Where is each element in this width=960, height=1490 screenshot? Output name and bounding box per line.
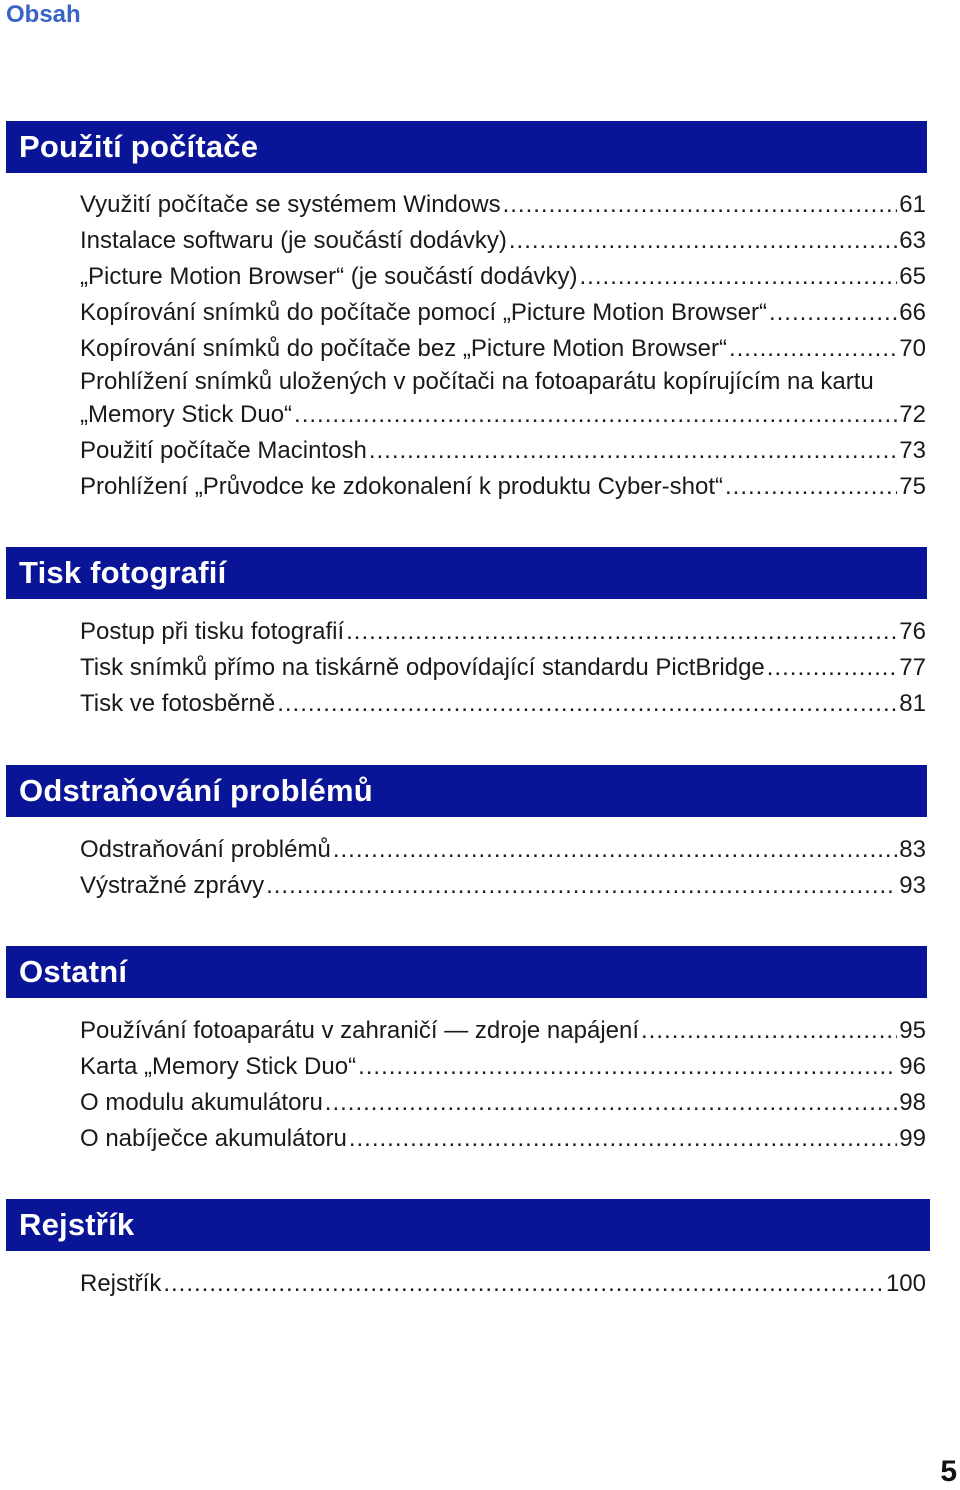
section-header-ostatni bbox=[6, 946, 927, 998]
toc-entry-title: Instalace softwaru (je součástí dodávky) bbox=[80, 227, 507, 254]
section-title: Ostatní bbox=[19, 954, 128, 989]
toc-entry-title: Tisk ve fotosběrně bbox=[80, 690, 276, 717]
toc-list-ostatni bbox=[80, 1013, 926, 1157]
section-header-pouziti-pocitace bbox=[6, 121, 927, 173]
dot-leader bbox=[503, 187, 898, 223]
dot-leader bbox=[346, 614, 897, 650]
toc-entry[interactable] bbox=[80, 295, 926, 331]
toc-entry-page: 63 bbox=[899, 227, 926, 254]
section-header-odstranovani-problemu bbox=[6, 765, 927, 817]
toc-entry[interactable] bbox=[80, 223, 926, 259]
toc-list-odstranovani-problemu bbox=[80, 832, 926, 904]
toc-entry-title: Použití počítače Macintosh bbox=[80, 437, 367, 464]
toc-list-rejstrik bbox=[80, 1266, 926, 1302]
toc-entry-title: Rejstřík bbox=[80, 1270, 162, 1297]
toc-entry[interactable] bbox=[80, 832, 926, 868]
dot-leader bbox=[163, 1266, 884, 1302]
toc-entry[interactable] bbox=[80, 331, 926, 367]
toc-entry-page: 83 bbox=[899, 836, 926, 863]
toc-entry[interactable] bbox=[80, 1013, 926, 1049]
toc-entry[interactable] bbox=[80, 259, 926, 295]
toc-entry-page: 95 bbox=[899, 1017, 926, 1044]
dot-leader bbox=[358, 1049, 897, 1085]
dot-leader bbox=[294, 397, 897, 433]
toc-entry-page: 76 bbox=[899, 618, 926, 645]
page-number: 5 bbox=[940, 1455, 957, 1488]
dot-leader bbox=[509, 223, 897, 259]
dot-leader bbox=[369, 433, 897, 469]
toc-entry-page: 99 bbox=[899, 1125, 926, 1152]
toc-entry[interactable] bbox=[80, 868, 926, 904]
dot-leader bbox=[641, 1013, 897, 1049]
toc-entry-page: 72 bbox=[899, 401, 926, 428]
toc-entry-page: 98 bbox=[899, 1089, 926, 1116]
toc-entry[interactable] bbox=[80, 1049, 926, 1085]
toc-entry-title: Výstražné zprávy bbox=[80, 872, 265, 899]
dot-leader bbox=[769, 295, 897, 331]
dot-leader bbox=[729, 331, 897, 367]
toc-entry-title: Prohlížení „Průvodce ke zdokonalení k produktu Cyber-shot“ bbox=[80, 473, 723, 500]
toc-entry-title: Tisk snímků přímo na tiskárně odpovídající standardu PictBridge bbox=[80, 654, 765, 681]
toc-entry-page: 61 bbox=[899, 191, 926, 218]
toc-entry[interactable] bbox=[80, 614, 926, 650]
dot-leader bbox=[277, 686, 897, 722]
toc-entry-title: „Picture Motion Browser“ (je součástí dodávky) bbox=[80, 263, 578, 290]
toc-entry-page: 96 bbox=[899, 1053, 926, 1080]
toc-entry-page: 100 bbox=[885, 1270, 926, 1297]
toc-entry-title: Kopírování snímků do počítače bez „Picture Motion Browser“ bbox=[80, 335, 727, 362]
section-title: Odstraňování problémů bbox=[19, 773, 373, 808]
toc-entry-title: Postup při tisku fotografií bbox=[80, 618, 345, 645]
dot-leader bbox=[333, 832, 897, 868]
toc-entry[interactable] bbox=[80, 187, 926, 223]
toc-entry-page: 66 bbox=[899, 299, 926, 326]
dot-leader bbox=[580, 259, 898, 295]
toc-entry[interactable] bbox=[80, 1266, 926, 1302]
toc-entry-page: 75 bbox=[899, 473, 926, 500]
toc-entry-page: 65 bbox=[899, 263, 926, 290]
toc-entry-page: 81 bbox=[899, 690, 926, 717]
dot-leader bbox=[349, 1121, 897, 1157]
dot-leader bbox=[325, 1085, 898, 1121]
toc-list-pouziti-pocitace bbox=[80, 187, 926, 505]
dot-leader bbox=[266, 868, 897, 904]
toc-entry-title: Kopírování snímků do počítače pomocí „Picture Motion Browser“ bbox=[80, 299, 767, 326]
toc-entry[interactable] bbox=[80, 367, 926, 433]
section-title: Rejstřík bbox=[19, 1207, 135, 1242]
toc-entry-title: Odstraňování problémů bbox=[80, 836, 331, 863]
document-section-label: Obsah bbox=[6, 1, 81, 28]
toc-entry-page: 73 bbox=[899, 437, 926, 464]
toc-entry[interactable] bbox=[80, 650, 926, 686]
toc-entry-title-continued: „Memory Stick Duo“ bbox=[80, 401, 293, 428]
dot-leader bbox=[725, 469, 897, 505]
toc-entry[interactable] bbox=[80, 686, 926, 722]
section-title: Tisk fotografií bbox=[19, 555, 227, 590]
section-header-tisk-fotografii bbox=[6, 547, 927, 599]
toc-entry-title: Používání fotoaparátu v zahraničí — zdroje napájení bbox=[80, 1017, 640, 1044]
toc-entry-title: Karta „Memory Stick Duo“ bbox=[80, 1053, 357, 1080]
section-title: Použití počítače bbox=[19, 129, 259, 164]
toc-entry-title: O nabíječce akumulátoru bbox=[80, 1125, 347, 1152]
toc-entry[interactable] bbox=[80, 1085, 926, 1121]
toc-entry[interactable] bbox=[80, 433, 926, 469]
toc-entry-title: O modulu akumulátoru bbox=[80, 1089, 323, 1116]
toc-entry-page: 70 bbox=[899, 335, 926, 362]
toc-entry[interactable] bbox=[80, 469, 926, 505]
toc-entry-title: Prohlížení snímků uložených v počítači na fotoaparátu kopírujícím na kartu bbox=[80, 368, 874, 395]
toc-entry-page: 77 bbox=[899, 654, 926, 681]
dot-leader bbox=[767, 650, 898, 686]
section-header-rejstrik bbox=[6, 1199, 930, 1251]
toc-entry-page: 93 bbox=[899, 872, 926, 899]
toc-entry-title: Využití počítače se systémem Windows bbox=[80, 191, 501, 218]
toc-entry[interactable] bbox=[80, 1121, 926, 1157]
toc-list-tisk-fotografii bbox=[80, 614, 926, 722]
